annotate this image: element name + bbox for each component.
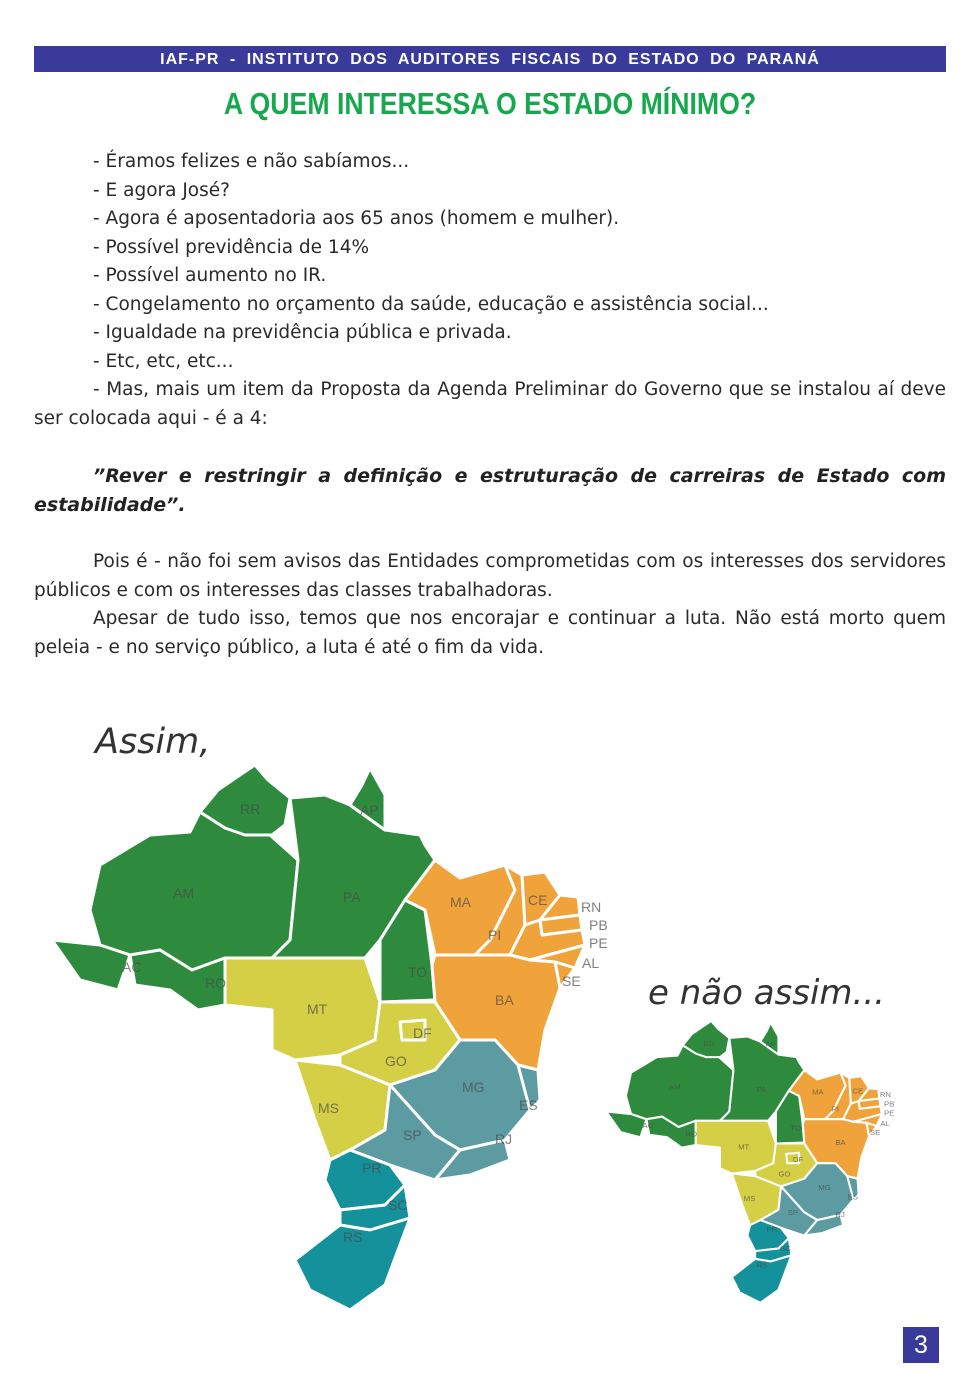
state-label-ap: AP [765,1039,776,1049]
state-label-go: GO [778,1169,791,1179]
state-label-ac: AC [122,959,142,975]
list-item: - Congelamento no orçamento da saúde, educação e assistência social... [93,293,769,315]
state-label-ac: AC [642,1121,654,1130]
state-label-rn: RN [879,1089,892,1099]
state-label-se: SE [870,1128,881,1138]
state-label-ce: CE [852,1086,864,1096]
caption-left: Assim, [95,722,211,762]
list-item: - E agora José? [93,179,230,201]
header-banner: IAF-PR - INSTITUTO DOS AUDITORES FISCAIS DO ESTADO DO PARANÁ [34,46,946,72]
state-label-to: TO [408,964,428,980]
state-label-pa: PA [756,1084,767,1094]
state-label-es: ES [847,1192,859,1202]
state-label-am: AM [173,885,194,901]
state-label-rr: RR [240,801,261,817]
page-number: 3 [903,1327,939,1363]
state-label-ms: MS [743,1193,756,1203]
state-label-pe: PE [589,935,608,951]
state-label-rs: RS [756,1260,768,1270]
quote-paragraph: ”Rever e restringir a definição e estruturação de carreiras de Estado com estabilidade”. [34,465,946,516]
state-label-ma: MA [812,1087,824,1097]
state-label-ma: MA [450,894,471,910]
list-item: - Possível previdência de 14% [93,236,370,258]
list-item: - Igualdade na previdência pública e privada. [93,322,512,343]
brazil-map-small-svg [600,1008,900,1308]
state-label-pe: PE [883,1108,895,1118]
state-label-pi: PI [831,1104,840,1114]
state-label-al: AL [582,955,600,971]
state-label-pr: PR [362,1160,382,1176]
state-label-rj: RJ [495,1131,513,1147]
state-label-df: DF [413,1025,432,1041]
paragraph-1: Pois é - não foi sem avisos das Entidades comprometidas com os interesses dos servidores públicos e com os interesses das classes trabalhadoras. [34,551,946,601]
state-label-rn: RN [581,899,602,915]
list-item: - Possível aumento no IR. [93,265,327,286]
state-label-sp: SP [403,1127,422,1143]
state-label-am: AM [668,1082,681,1092]
state-mt [696,1121,776,1174]
state-label-pb: PB [589,917,608,933]
paragraph-2: Apesar de tudo isso, temos que nos encorajar e continuar a luta. Não está morto quem peleia - e no serviço público, a luta é até o fim da vida. [34,608,946,658]
state-label-se: SE [562,973,581,989]
brazil-map-large [40,740,620,1320]
state-label-mt: MT [738,1142,750,1152]
state-mt [225,958,380,1060]
state-label-ce: CE [528,892,548,908]
state-label-to: TO [790,1123,801,1133]
state-label-rr: RR [703,1039,715,1049]
state-label-rj: RJ [835,1209,845,1219]
state-label-pr: PR [766,1224,778,1234]
state-label-ro: RO [685,1129,697,1139]
state-label-sp: SP [787,1207,799,1217]
state-label-mt: MT [307,1001,328,1017]
list-item: - Agora é aposentadoria aos 65 anos (homem e mulher). [93,208,620,229]
bullet-list [93,148,769,376]
state-label-pa: PA [343,889,361,905]
state-label-ms: MS [318,1100,339,1116]
state-label-es: ES [519,1097,538,1113]
caption-right: e não assim... [648,973,885,1013]
state-label-ro: RO [205,975,226,991]
intro-paragraph: - Mas, mais um item da Proposta da Agenda Preliminar do Governo que se instalou aí deve ser colocada aqui - é a 4: [34,379,946,429]
state-label-ba: BA [495,992,514,1008]
brazil-map-small [600,1008,900,1308]
list-item: - Éramos felizes e não sabíamos... [93,151,410,172]
state-label-sc: SC [780,1244,791,1254]
page-title: A QUEM INTERESSA O ESTADO MÍNIMO? [223,86,757,121]
state-label-al: AL [880,1118,890,1128]
state-label-ap: AP [360,802,379,818]
state-label-df: DF [792,1155,804,1165]
state-label-mg: MG [462,1079,485,1095]
state-label-mg: MG [818,1183,831,1193]
brazil-map-large-svg [40,740,620,1320]
state-label-rs: RS [343,1229,363,1245]
state-label-go: GO [385,1053,407,1069]
state-label-pb: PB [883,1099,895,1109]
state-label-pi: PI [488,927,502,943]
state-label-sc: SC [388,1197,408,1213]
list-item: - Etc, etc, etc... [93,350,234,372]
state-label-ba: BA [835,1138,846,1148]
